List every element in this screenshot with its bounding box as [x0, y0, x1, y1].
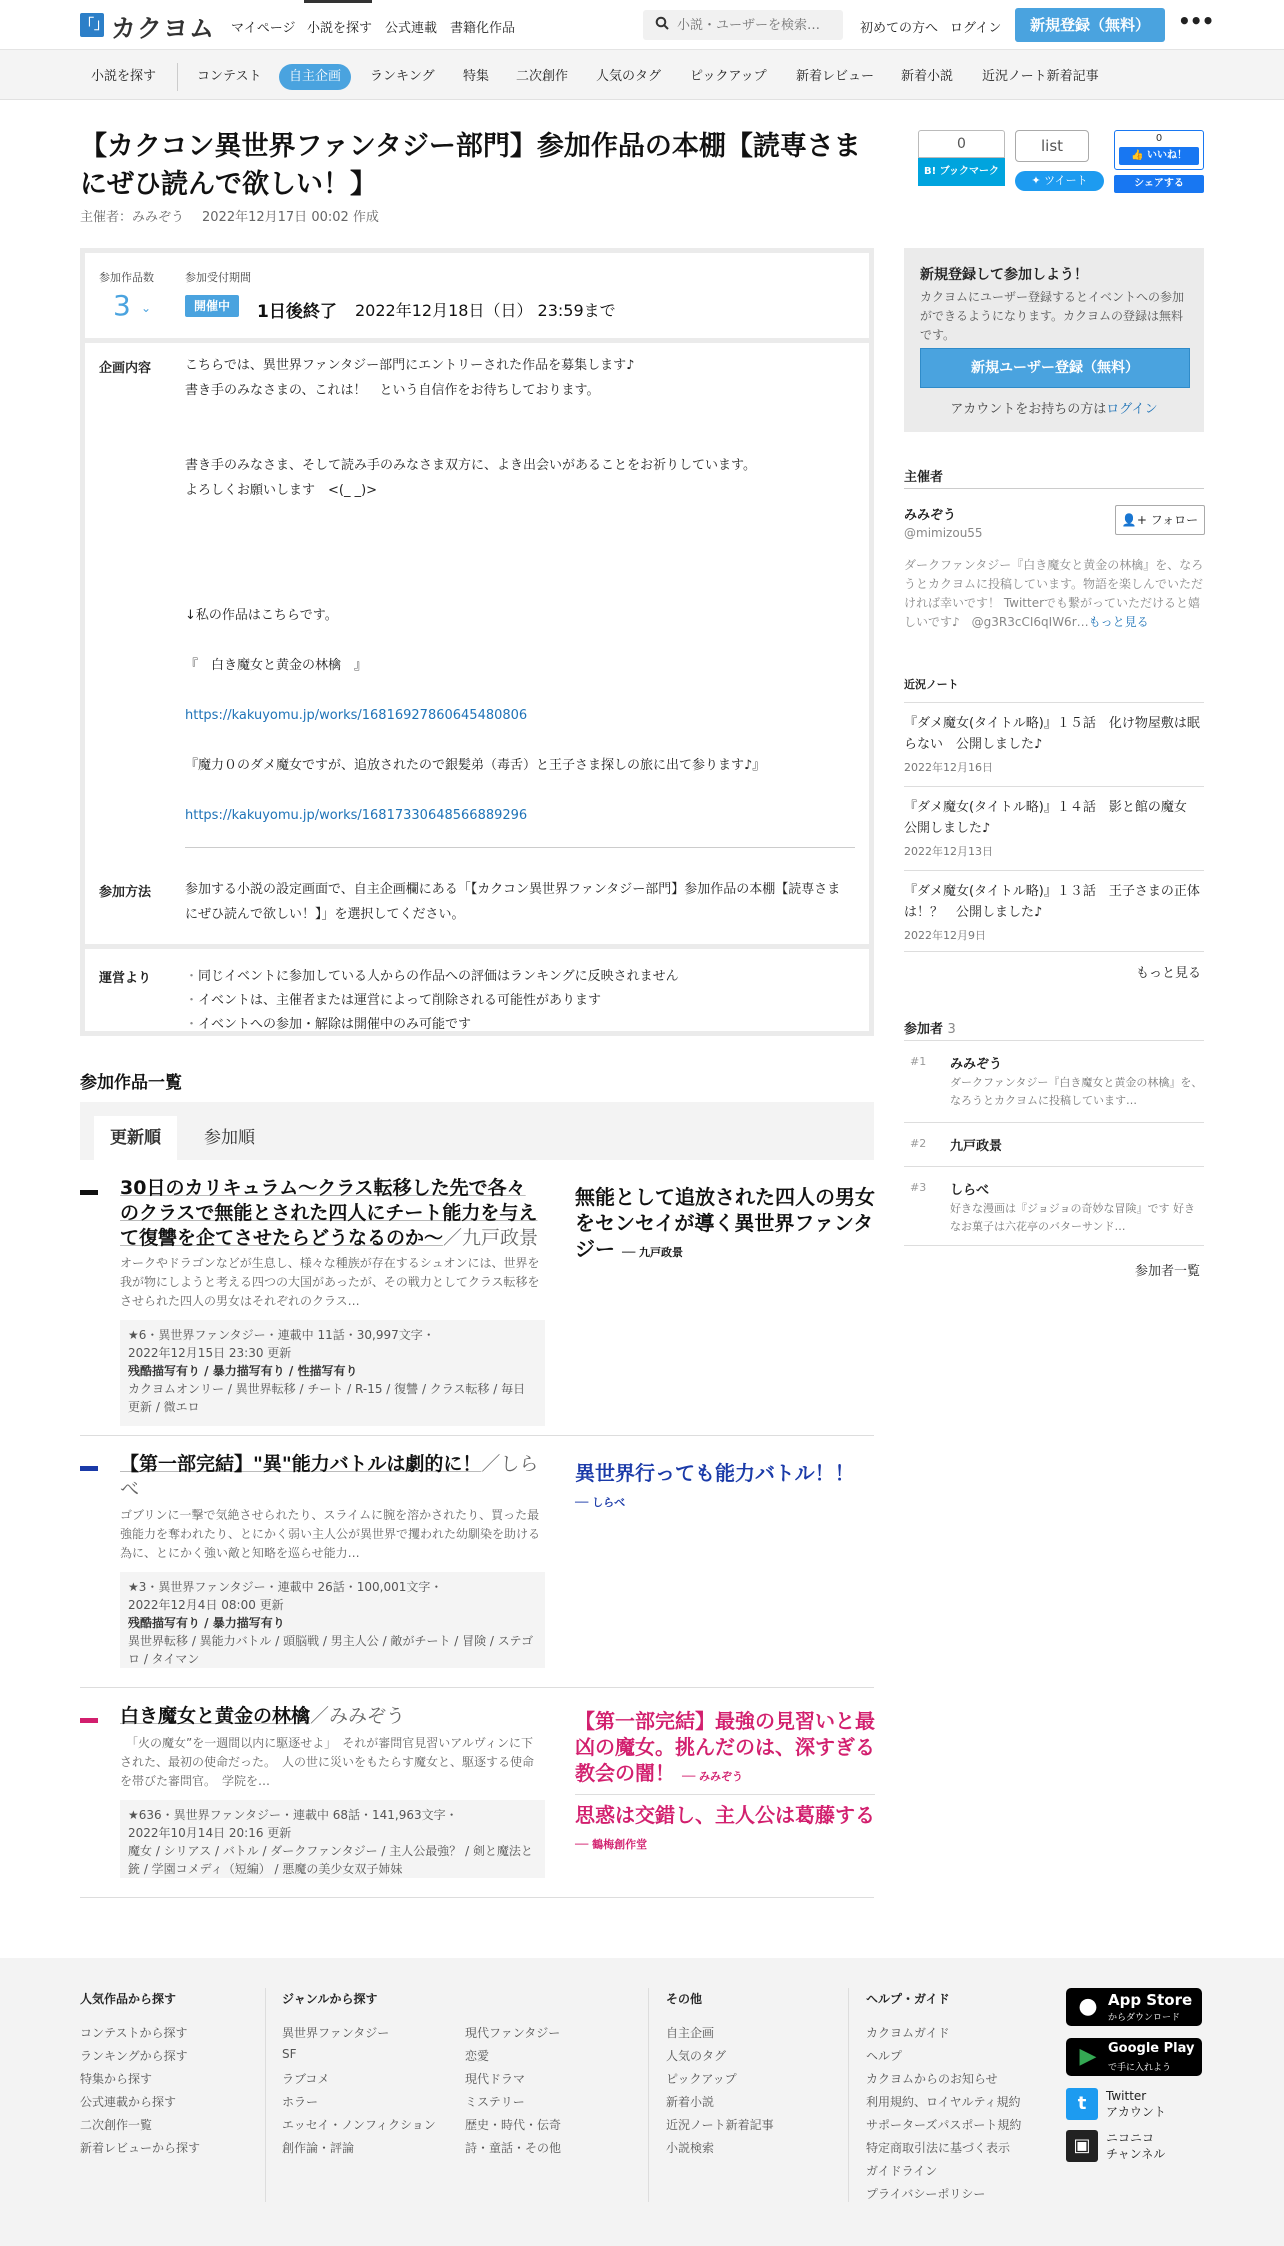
footer-col-heading: 人気作品から探す: [80, 1992, 177, 2006]
work-desc: 「火の魔女”を一週間以内に駆逐せよ」 それが審問官見習いアルヴィンに下された、最初の使命だった。 人の世に災いをもたらす魔女と、駆逐する使命を帯びた審問官。 学院を…: [120, 1736, 535, 1788]
owner-id[interactable]: @mimizou55: [904, 526, 983, 540]
work-title-text[interactable]: 30日のカリキュラム～クラス転移した先で各々のクラスで無能とされた四人にチート能力を与えて復讐を企てさせたらどうなるのか～: [120, 1177, 538, 1249]
login-link[interactable]: ログイン: [950, 21, 1002, 36]
work-title[interactable]: [120, 1452, 540, 1502]
google-play-sub: で手に入れよう: [1108, 2063, 1172, 2073]
niconico-label: ニコニコ: [1106, 2131, 1155, 2145]
app-store-sub: からダウンロード: [1108, 2013, 1181, 2023]
work-title-text[interactable]: 白き魔女と黄金の林檎: [120, 1705, 311, 1727]
cat-user-events[interactable]: 自主企画: [279, 64, 351, 90]
footer-link[interactable]: ガイドライン: [866, 2164, 938, 2178]
niconico-link[interactable]: [1066, 2130, 1206, 2164]
work-color-bar: [80, 1466, 98, 1471]
news-item[interactable]: [904, 870, 1204, 952]
footer-link[interactable]: カクヨムからのお知らせ: [866, 2072, 998, 2086]
app-store-badge[interactable]: [1066, 1988, 1202, 2026]
cat-features[interactable]: 特集: [463, 69, 490, 84]
google-play-badge[interactable]: [1066, 2038, 1202, 2076]
work-stats: ★636・異世界ファンタジー・連載中 68話・141,963文字・: [128, 1808, 458, 1822]
news-heading: 近況ノート: [904, 678, 959, 691]
twitter-label: Twitter: [1106, 2089, 1147, 2103]
news-date: 2022年12月13日: [904, 845, 993, 858]
niconico-icon: ▣: [1066, 2130, 1098, 2162]
content-line: 『魔力０のダメ魔女ですが、追放されたので銀髪弟（毒舌）と王子さま探しの旅に出て参ります♪』: [185, 758, 766, 773]
more-menu-icon[interactable]: •••: [1178, 9, 1214, 33]
work-item: [80, 1176, 874, 1436]
catch-text[interactable]: 異世界行っても能力バトル！！: [575, 1461, 855, 1485]
content-line: 『 白き魔女と黄金の林檎 』: [185, 658, 368, 673]
divider: [575, 1794, 875, 1795]
bookmark-count: 0: [918, 130, 1005, 158]
footer-col-heading: ジャンルから探す: [282, 1992, 378, 2006]
created-date: 2022年12月17日 00:02 作成: [202, 210, 379, 225]
method-text: 参加する小説の設定画面で、自主企画欄にある「【カクコン異世界ファンタジー部門】参加作品の本棚【読専さまにぜひ読んで欲しい！】」を選択してください。: [185, 882, 841, 922]
footer-link[interactable]: 小説検索: [666, 2141, 715, 2155]
signup-title: 新規登録して参加しよう！: [920, 267, 1088, 283]
work-catchphrase[interactable]: [575, 1184, 875, 1266]
work-link[interactable]: https://kakuyomu.jp/works/16816927860645480806: [185, 708, 528, 723]
work-meta: [120, 1572, 545, 1668]
footer-link[interactable]: ランキングから探す: [80, 2049, 188, 2063]
twitter-icon: t: [1066, 2088, 1098, 2120]
signup-panel: [904, 248, 1204, 432]
footer-link[interactable]: 現代ファンタジー: [465, 2026, 561, 2040]
twitter-link[interactable]: [1066, 2088, 1206, 2122]
nav-official-serials[interactable]: 公式連載: [385, 21, 438, 36]
work-desc: ゴブリンに一撃で気絶させられたり、スライムに腕を溶かされたり、買った最強能力を奪われたり、とにかく弱い主人公が異世界で攫われた幼馴染を助ける為に、とにかく強い敵と知略を巡らせ能力…: [120, 1508, 541, 1560]
works-heading: 参加作品一覧: [80, 1073, 182, 1093]
app-store-title: App Store: [1108, 1991, 1193, 2009]
signup-desc: カクヨムにユーザー登録するとイベントへの参加ができるようになります。カクヨムの登録は無料です。: [920, 290, 1185, 342]
register-button[interactable]: 新規登録（無料）: [1015, 8, 1165, 42]
search-box[interactable]: [643, 10, 843, 40]
twitter-sub: アカウント: [1106, 2105, 1166, 2119]
work-author[interactable]: ／みみぞう: [310, 1705, 406, 1727]
participant-desc: ダークファンタジー『白き魔女と黄金の林檎』を、なろうとカクヨムに投稿しています…: [950, 1076, 1203, 1107]
fb-like-count: 0: [1155, 133, 1163, 144]
apple-icon: ●: [1078, 1994, 1098, 2019]
work-author[interactable]: ／しらべ: [120, 1453, 539, 1500]
signup-button[interactable]: 新規ユーザー登録（無料）: [920, 348, 1190, 388]
nav-published-works[interactable]: 書籍化作品: [450, 21, 516, 36]
google-play-icon: ▶: [1079, 2044, 1097, 2069]
fb-like-label: いいね！: [1146, 150, 1187, 161]
work-tags[interactable]: 魔女 / シリアス / バトル / ダークファンタジー / 主人公最強？ / 剣と魔法と銃 / 学園コメディ（短編） / 悪魔の美少女双子姉妹: [128, 1844, 533, 1876]
participant-item[interactable]: [904, 1040, 1204, 1122]
footer-link[interactable]: 特集から探す: [80, 2072, 153, 2086]
cat-fanfiction[interactable]: 二次創作: [516, 69, 569, 84]
participant-item[interactable]: [904, 1122, 1204, 1166]
work-meta: [120, 1800, 545, 1878]
footer-link[interactable]: エッセイ・ノンフィクション: [282, 2118, 436, 2132]
footer-link[interactable]: 二次創作一覧: [80, 2118, 153, 2132]
cat-new-novels[interactable]: 新着小説: [901, 69, 954, 84]
work-warnings: 残酷描写有り / 暴力描写有り / 性描写有り: [128, 1364, 358, 1378]
news-item[interactable]: [904, 702, 1204, 786]
participants-count: 3: [947, 1022, 956, 1037]
notice-label: 運営より: [99, 971, 152, 986]
method-label: 参加方法: [99, 885, 152, 900]
hatena-bookmark-button[interactable]: B! ブックマーク: [918, 158, 1005, 186]
organizer-label[interactable]: 主催者：みみぞう: [80, 210, 185, 225]
add-user-icon: 👤+: [1121, 513, 1147, 527]
cat-contest[interactable]: コンテスト: [197, 69, 262, 84]
news-title[interactable]: 『ダメ魔女(タイトル略)』１４話 影と館の魔女 公開しました♪: [904, 800, 1200, 836]
work-item: [80, 1704, 874, 1898]
cat-find-novels[interactable]: 小説を探す: [91, 69, 157, 84]
footer-link[interactable]: ヘルプ: [866, 2049, 903, 2063]
catch-text[interactable]: 思惑は交錯し、主人公は葛藤する: [575, 1803, 875, 1827]
category-divider: [177, 63, 178, 91]
footer-link[interactable]: 近況ノート新着記事: [666, 2118, 774, 2132]
footer-col-heading: ヘルプ・ガイド: [866, 1992, 950, 2006]
footer-link[interactable]: 人気のタグ: [666, 2049, 727, 2063]
first-time-link[interactable]: 初めての方へ: [860, 21, 939, 36]
catch-author[interactable]: ── しらべ: [575, 1496, 626, 1509]
info-row-method: [85, 867, 869, 949]
remaining-time: 1日後終了: [257, 302, 337, 322]
catch-author[interactable]: ── みみぞう: [681, 1770, 744, 1783]
work-color-bar: [80, 1718, 98, 1723]
participant-name[interactable]: みみぞう: [950, 1057, 1003, 1072]
footer-link[interactable]: SF: [282, 2047, 297, 2061]
tweet-button[interactable]: [1015, 171, 1104, 191]
footer-divider: [648, 1988, 649, 2202]
event-info-table: [80, 248, 874, 1036]
footer-link[interactable]: ホラー: [282, 2095, 319, 2109]
catch-author[interactable]: ── 鶴梅創作堂: [575, 1838, 648, 1851]
nav-active-indicator: [304, 0, 372, 3]
tweet-label: ツイート: [1044, 174, 1088, 187]
footer-link[interactable]: 異世界ファンタジー: [282, 2026, 390, 2040]
work-updated: 2022年12月4日 08:00 更新: [128, 1598, 284, 1612]
work-color-bar: [80, 1190, 98, 1195]
footer-link[interactable]: ラブコメ: [282, 2072, 330, 2086]
category-bar: [0, 50, 1284, 100]
work-stats: ★3・異世界ファンタジー・連載中 26話・100,001文字・: [128, 1580, 443, 1594]
info-row-entries: [85, 253, 869, 343]
owner-bio: [904, 556, 1204, 632]
catch-text[interactable]: 【第一部完結】最強の見習いと最凶の魔女。挑んだのは、深すぎる教会の闇！: [575, 1709, 875, 1785]
search-input[interactable]: [677, 10, 837, 40]
participant-rank: #1: [910, 1055, 927, 1068]
footer-link[interactable]: 創作論・評論: [282, 2141, 355, 2155]
footer-link[interactable]: コンテストから探す: [80, 2026, 188, 2040]
participant-rank: #3: [910, 1181, 927, 1194]
owner-name[interactable]: みみぞう: [904, 508, 957, 523]
participant-rank: #2: [910, 1137, 927, 1150]
list-button[interactable]: list: [1015, 130, 1089, 162]
footer-link[interactable]: ピックアップ: [666, 2072, 737, 2086]
cat-new-reviews[interactable]: 新着レビュー: [796, 69, 875, 84]
news-date: 2022年12月9日: [904, 929, 986, 942]
work-tags[interactable]: カクヨムオンリー / 異世界転移 / チート / R-15 / 復讐 / クラス転移 / 毎日更新 / 微エロ: [128, 1382, 526, 1414]
follow-button[interactable]: [1115, 505, 1205, 535]
footer-link[interactable]: 歴史・時代・伝奇: [465, 2118, 562, 2132]
footer: [0, 1958, 1284, 2246]
footer-link[interactable]: プライバシーポリシー: [866, 2187, 986, 2201]
google-play-title: Google Play: [1108, 2041, 1195, 2056]
content-line: ↓私の作品はこちらです。: [185, 608, 338, 623]
footer-link[interactable]: 公式連載から探す: [80, 2095, 177, 2109]
content-line: こちらでは、異世界ファンタジー部門にエントリーされた作品を募集します♪: [185, 358, 635, 373]
notice-item: ・ 同じイベントに参加している人からの作品への評価はランキングに反映されません: [185, 965, 679, 984]
owner-heading: 主催者: [904, 470, 944, 485]
news-item[interactable]: [904, 786, 1204, 870]
search-icon: [655, 16, 669, 30]
work-title[interactable]: [120, 1704, 540, 1729]
news-title[interactable]: 『ダメ魔女(タイトル略)』１３話 王子さまの正体は！？ 公開しました♪: [904, 884, 1200, 920]
footer-link[interactable]: 新着小説: [666, 2095, 715, 2109]
news-more-link[interactable]: もっと見る: [1136, 966, 1202, 981]
niconico-sub: チャンネル: [1106, 2147, 1166, 2161]
work-item: [80, 1452, 874, 1688]
deadline: 2022年12月18日（日） 23:59まで: [355, 301, 616, 320]
cat-ranking[interactable]: ランキング: [370, 69, 435, 84]
footer-col-heading: その他: [666, 1992, 703, 2006]
tab-joined[interactable]: 参加順: [204, 1128, 255, 1148]
work-warnings: 残酷描写有り / 暴力描写有り: [128, 1616, 285, 1630]
work-title-text[interactable]: 【第一部完結】"異"能力バトルは劇的に！: [120, 1453, 482, 1475]
cat-pickup[interactable]: ピックアップ: [690, 69, 767, 84]
work-tags[interactable]: 異世界転移 / 異能力バトル / 頭脳戦 / 男主人公 / 敵がチート / 冒険 / ステゴロ / タイマン: [128, 1634, 534, 1666]
news-title[interactable]: 『ダメ魔女(タイトル略)』１５話 化け物屋敷は眠らない 公開しました♪: [904, 716, 1200, 752]
work-updated: 2022年12月15日 23:30 更新: [128, 1346, 292, 1360]
footer-link[interactable]: 詩・童話・その他: [465, 2141, 562, 2155]
info-row-notice: [85, 949, 869, 1037]
fb-share-button[interactable]: シェアする: [1114, 175, 1204, 193]
content-label: 企画内容: [99, 361, 152, 376]
work-catchphrase[interactable]: [575, 1802, 875, 1858]
footer-divider: [265, 1988, 266, 2202]
logo-text[interactable]: カクヨム: [111, 14, 216, 43]
footer-link[interactable]: カクヨムガイド: [866, 2026, 950, 2040]
logo-icon[interactable]: 「」: [80, 13, 104, 37]
owner-bio-text: ダークファンタジー『白き魔女と黄金の林檎』を、なろうとカクヨムに投稿しています。物語を楽しんでいただければ幸いです！ Twitterでも繋がっていただけると嬉しいです♪ @g3R3cCI6qIW6r…: [904, 558, 1204, 629]
twitter-icon: ✦: [1031, 174, 1045, 187]
work-catchphrase[interactable]: [575, 1708, 875, 1790]
nav-find-novels[interactable]: 小説を探す: [307, 21, 373, 36]
participant-name[interactable]: しらべ: [950, 1183, 990, 1198]
cat-popular-tags[interactable]: 人気のタグ: [596, 69, 662, 84]
login-link[interactable]: ログイン: [1106, 402, 1158, 417]
thumbs-up-icon: 👍: [1131, 150, 1144, 161]
login-prefix: アカウントをお持ちの方は: [950, 402, 1107, 417]
bio-more-link[interactable]: もっと見る: [1088, 615, 1149, 629]
page-meta: [80, 206, 379, 225]
footer-link[interactable]: 利用規約、ロイヤルティ規約: [866, 2095, 1021, 2109]
footer-link[interactable]: 自主企画: [666, 2026, 715, 2040]
facebook-like-box: [1114, 130, 1204, 170]
content-line: 書き手のみなさまの、これは！ という自信作をお待ちしております。: [185, 383, 600, 398]
participants-all-link[interactable]: 参加者一覧: [1135, 1264, 1201, 1279]
divider: [185, 847, 855, 848]
work-stats: ★6・異世界ファンタジー・連載中 11話・30,997文字・: [128, 1328, 435, 1342]
page-title: 【カクコン異世界ファンタジー部門】参加作品の本棚【読専さまにぜひ読んで欲しい！】: [80, 131, 861, 200]
chevron-down-icon[interactable]: ⌄: [141, 301, 152, 315]
login-prompt: [904, 398, 1204, 417]
participants-heading-label: 参加者: [904, 1022, 944, 1037]
catch-text[interactable]: 無能として追放された四人の男女をセンセイが導く異世界ファンタジー: [575, 1185, 875, 1261]
footer-divider: [848, 1988, 849, 2202]
participant-item[interactable]: [904, 1166, 1204, 1246]
footer-link[interactable]: 現代ドラマ: [465, 2072, 526, 2086]
fb-like-button[interactable]: [1119, 147, 1199, 165]
footer-link[interactable]: 特定商取引法に基づく表示: [866, 2141, 1011, 2155]
entries-label: 参加作品数: [99, 271, 154, 284]
follow-label: フォロー: [1150, 513, 1199, 527]
work-meta: [120, 1320, 545, 1426]
footer-link[interactable]: 新着レビューから探す: [80, 2141, 201, 2155]
footer-link[interactable]: 恋愛: [465, 2049, 490, 2063]
entries-count[interactable]: 3: [113, 289, 131, 322]
cat-news-notes[interactable]: 近況ノート新着記事: [982, 69, 1099, 84]
divider: [904, 488, 1204, 489]
footer-link[interactable]: ミステリー: [465, 2095, 525, 2109]
work-desc: オークやドラゴンなどが生息し、様々な種族が存在するシュオンには、世界を我が物にしようと考える四つの大国があったが、その戦力としてクラス転移をさせられた四人の男女はそれぞれのクラス…: [120, 1256, 540, 1308]
content-line: よろしくお願いします <(_ _)>: [185, 483, 378, 498]
notice-item: ・ イベントへの参加・解除は開催中のみ可能です: [185, 1013, 471, 1032]
news-date: 2022年12月16日: [904, 761, 993, 774]
global-header: [0, 0, 1284, 50]
nav-mypage[interactable]: マイページ: [231, 21, 296, 36]
work-title[interactable]: [120, 1176, 540, 1251]
status-badge: 開催中: [185, 295, 239, 317]
participant-name[interactable]: 九戸政景: [950, 1139, 1003, 1154]
work-catchphrase[interactable]: [575, 1460, 875, 1516]
footer-link[interactable]: サポーターズパスポート規約: [866, 2118, 1022, 2132]
participants-heading: [904, 1018, 956, 1037]
content-line: 書き手のみなさま、そして読み手のみなさま双方に、よき出会いがあることをお祈りしています。: [185, 458, 756, 473]
work-author[interactable]: ／九戸政景: [443, 1227, 539, 1249]
notice-item: ・ イベントは、主催者または運営によって削除される可能性があります: [185, 989, 601, 1008]
work-link[interactable]: https://kakuyomu.jp/works/16817330648566889296: [185, 808, 528, 823]
catch-author[interactable]: ── 九戸政景: [621, 1246, 684, 1259]
tab-updated[interactable]: 更新順: [94, 1116, 177, 1160]
info-row-content: [85, 343, 869, 867]
works-tabs: [80, 1102, 874, 1160]
work-updated: 2022年10月14日 20:16 更新: [128, 1826, 292, 1840]
participant-desc: 好きな漫画は『ジョジョの奇妙な冒険』です 好きなお菓子は六花亭のバターサンド…: [950, 1202, 1196, 1233]
period-label: 参加受付期間: [185, 271, 251, 284]
